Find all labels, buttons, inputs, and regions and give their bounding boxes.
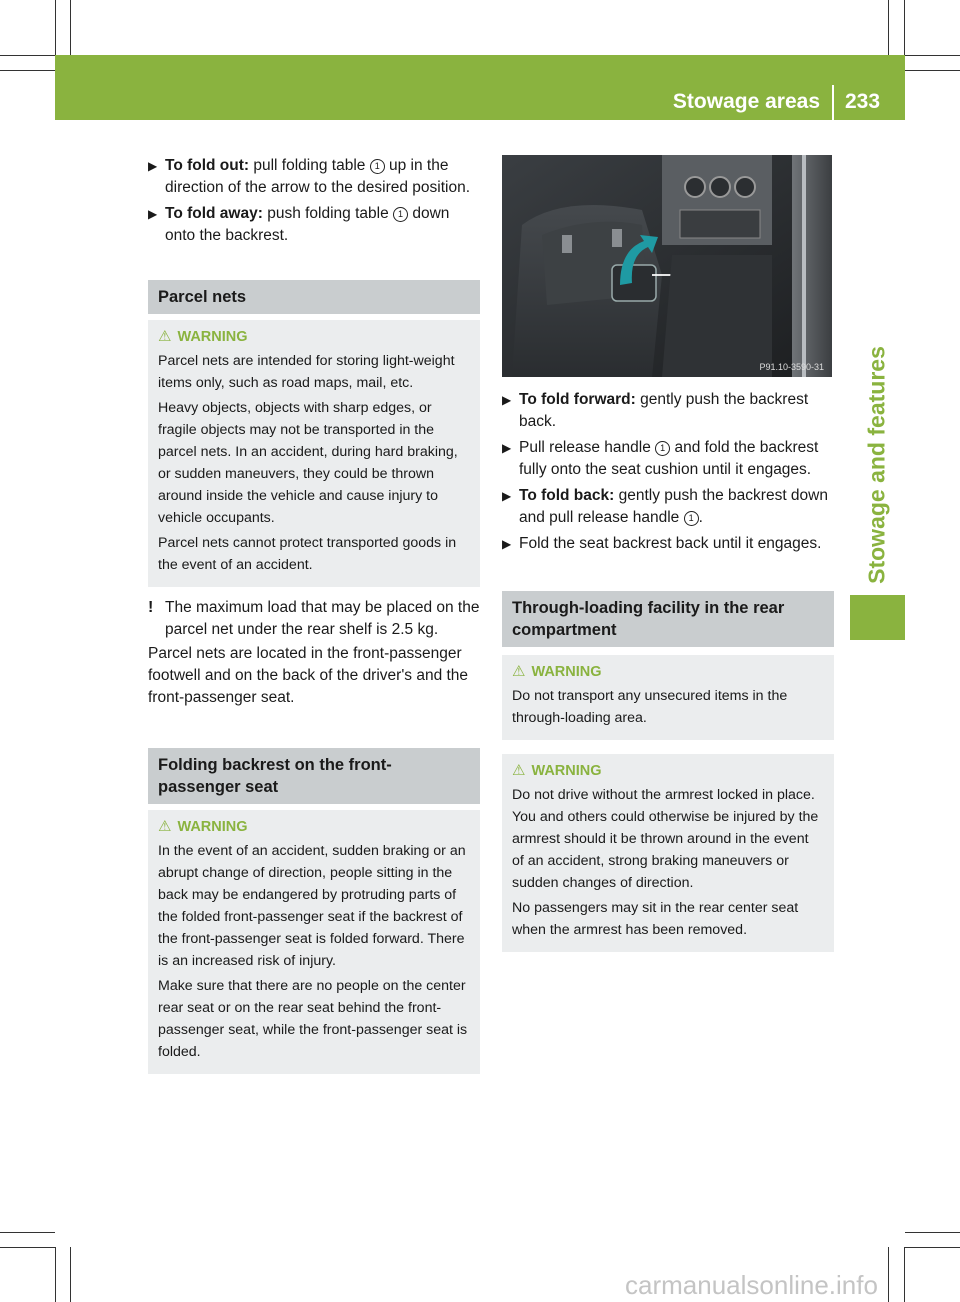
step-arrow-icon: ▶ [502,441,512,455]
step-arrow-icon: ▶ [148,207,158,221]
step-text: Pull release handle [519,439,656,456]
step-label: To fold forward: [519,391,636,408]
warning-box [502,655,834,740]
warning-text: In the event of an accident, sudden braking or an abrupt change of direction, people sitting in the back may be endangered by protruding parts of the folded front-passenger seat if the backrest of the front-passenger seat is folded forward. There is an increased risk of injury. [158,843,466,969]
step-arrow-icon: ▶ [502,537,512,551]
crop-mark [905,70,960,71]
crop-mark [904,1247,905,1302]
instruction-step [502,437,834,481]
warning-title: WARNING [177,819,248,835]
instruction-step [502,533,834,555]
step-text: up in the direction of the arrow to the desired position. [165,157,471,196]
crop-mark [905,1232,960,1233]
step-text: gently push the backrest down and pull release handle [519,487,828,526]
warning-text: Heavy objects, objects with sharp edges, or fragile objects may not be transported in the parcel nets. In an accident, during hard braking, or sudden maneuvers, they could be thrown around inside the vehicle and cause injury to vehicle occupants. [158,400,458,526]
warning-box [148,810,480,1074]
crop-mark [0,70,55,71]
crop-mark [55,0,56,55]
seat-illustration [502,155,832,377]
callout-1-icon: 1 [393,207,408,222]
step-text: down onto the backrest. [165,205,450,244]
crop-mark [0,55,55,56]
warning-text: Do not transport any unsecured items in the through-loading area. [512,688,788,726]
step-label: To fold back: [519,487,615,504]
step-text: . [698,509,703,526]
right-column [502,389,834,952]
instruction-step [148,155,480,199]
crop-mark [904,0,905,55]
instruction-step [502,389,834,433]
warning-title: WARNING [531,664,602,680]
note [148,597,480,641]
image-code: P91.10-3590-31 [759,362,824,372]
warning-text: Parcel nets cannot protect transported goods in the event of an accident. [158,535,457,573]
callout-1-icon: 1 [684,511,699,526]
step-text: Fold the seat backrest back until it engages. [519,535,822,552]
step-label: To fold away: [165,205,263,222]
crop-mark [0,1247,55,1248]
warning-text: Do not drive without the armrest locked in place. You and others could otherwise be injured by the armrest should it be thrown around in the event of an accident, strong braking maneuvers or sudden changes of direction. [512,787,819,891]
body-text: Parcel nets are located in the front-passenger footwell and on the back of the driver's and the front-passenger seat. [148,645,469,706]
crop-mark [905,55,960,56]
crop-mark [55,1247,56,1302]
page-number: 233 [845,90,881,113]
section-heading: Through-loading facility in the rear compartment [502,591,834,647]
step-text: gently push the backrest back. [519,391,809,430]
crop-mark [70,1247,71,1302]
crop-mark [0,1232,55,1233]
callout-1-icon: 1 [655,441,670,456]
step-arrow-icon: ▶ [502,393,512,407]
watermark: carmanualsonline.info [625,1270,878,1300]
warning-title: WARNING [531,763,602,779]
step-arrow-icon: ▶ [502,489,512,503]
warning-box [148,320,480,587]
header-title: Stowage areas [672,90,820,113]
warning-text: No passengers may sit in the rear center seat when the armrest has been removed. [512,900,799,938]
step-text: pull folding table [249,157,370,174]
warning-text: Parcel nets are intended for storing light-weight items only, such as road maps, mail, etc. [158,353,455,391]
section-heading: Parcel nets [148,280,480,314]
side-tab-label: Stowage and features [863,346,890,584]
header-separator [832,85,834,120]
note-text: The maximum load that may be placed on the parcel net under the rear shelf is 2.5 kg. [165,599,480,638]
warning-triangle-icon: ⚠ [512,663,526,680]
warning-box [502,754,834,952]
exclamation-icon: ! [148,599,154,616]
warning-triangle-icon: ⚠ [158,818,172,835]
crop-mark [905,1247,960,1248]
crop-mark [888,0,889,55]
chapter-marker [850,595,905,640]
step-label: To fold out: [165,157,250,174]
crop-mark [70,0,71,55]
step-text: and fold the backrest fully onto the seat cushion until it engages. [519,439,819,478]
warning-triangle-icon: ⚠ [512,762,526,779]
instruction-step [502,485,834,529]
crop-mark [888,1247,889,1302]
backrest-photo [502,155,832,377]
section-heading: Folding backrest on the front-passenger seat [148,748,480,804]
warning-text: Make sure that there are no people on the center rear seat or on the rear seat behind the front-passenger seat, while the front-passenger seat is folded. [158,978,468,1060]
callout-1-icon: 1 [370,159,385,174]
left-column [148,155,480,1074]
instruction-step [148,203,480,247]
step-text: push folding table [262,205,394,222]
warning-triangle-icon: ⚠ [158,328,172,345]
step-arrow-icon: ▶ [148,159,158,173]
warning-title: WARNING [177,329,248,345]
